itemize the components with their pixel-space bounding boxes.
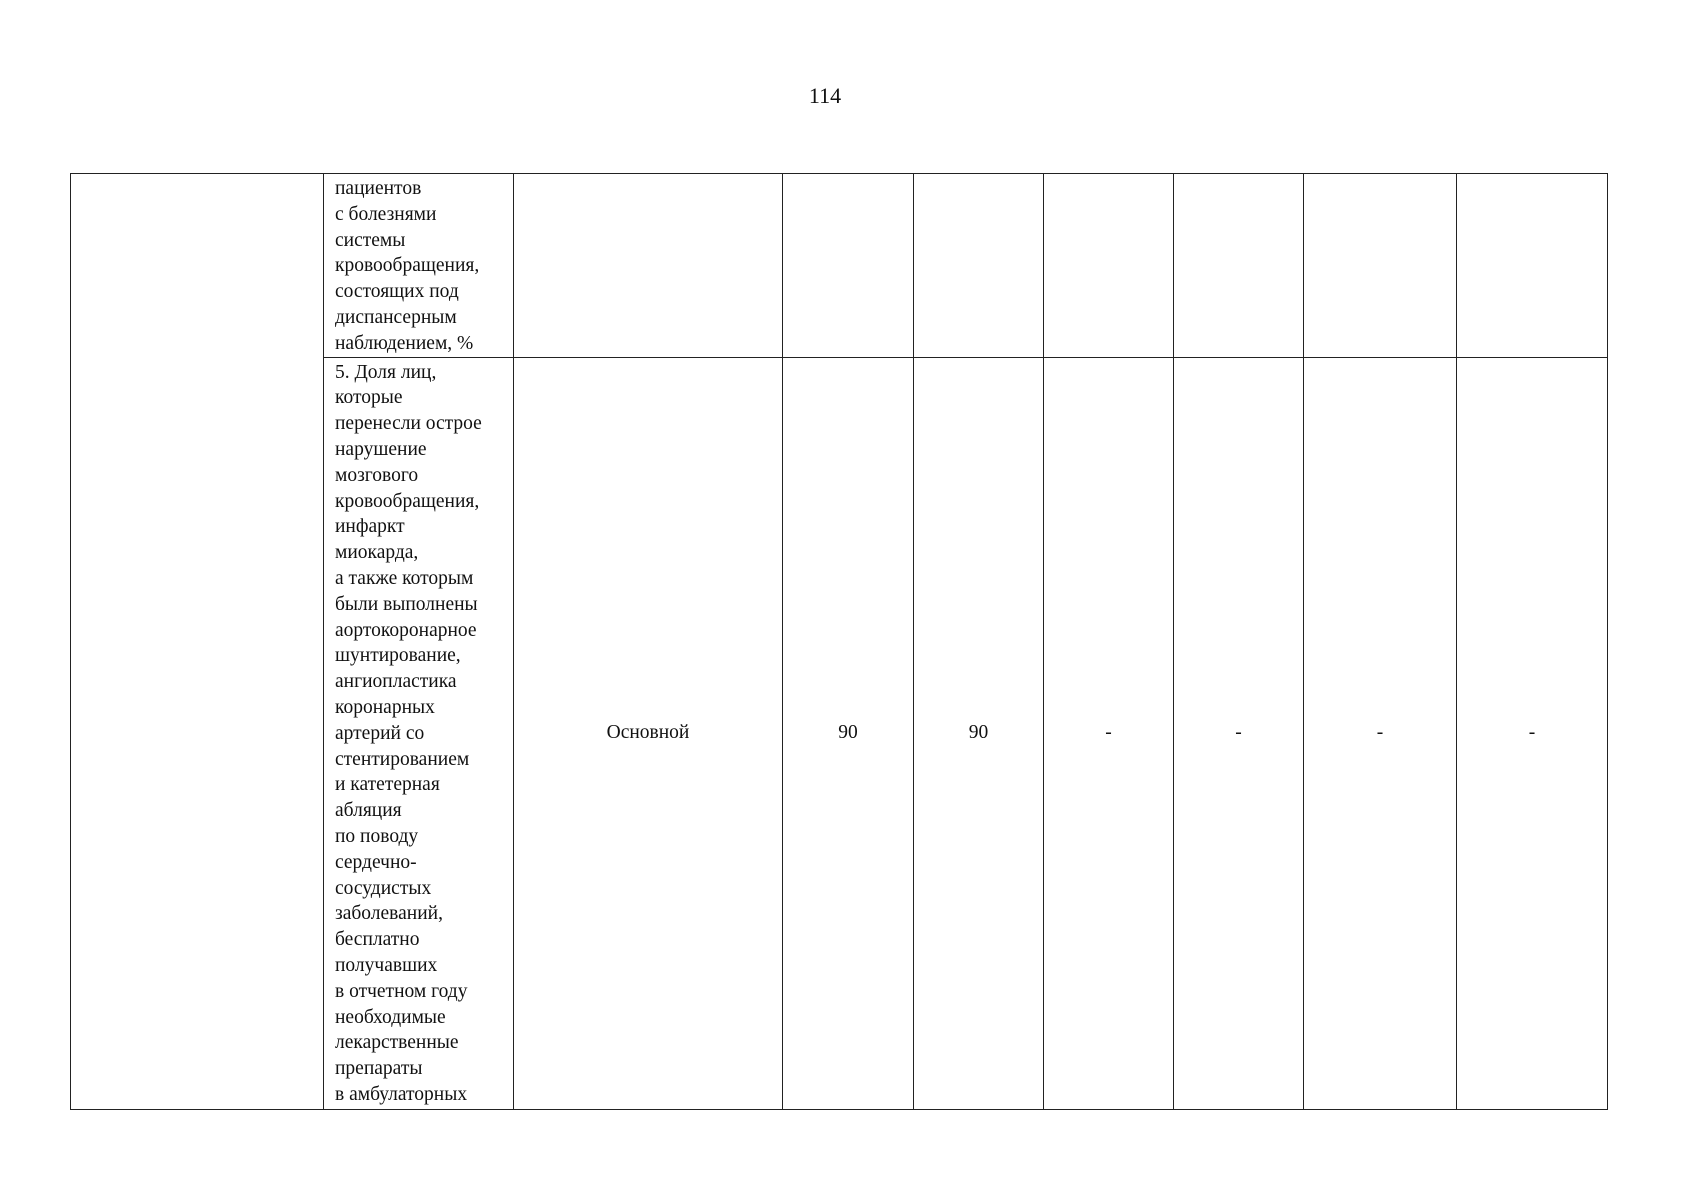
value-cell xyxy=(1044,174,1174,358)
empty-cell xyxy=(71,174,324,1110)
value-cell: - xyxy=(1304,357,1457,1109)
value-cell xyxy=(783,174,914,358)
value-cell xyxy=(1174,174,1304,358)
scenario-cell xyxy=(514,174,783,358)
value-cell: 90 xyxy=(914,357,1044,1109)
indicator-cell: пациентов с болезнями системы кровообращения, состоящих под диспансерным наблюдением, % xyxy=(324,174,514,358)
value-cell: - xyxy=(1174,357,1304,1109)
page-number: 114 xyxy=(808,83,842,108)
scenario-cell: Основной xyxy=(514,357,783,1109)
value-cell: 90 xyxy=(783,357,914,1109)
value-cell xyxy=(1304,174,1457,358)
indicator-cell: 5. Доля лиц, которые перенесли острое нарушение мозгового кровообращения, инфаркт миокарда, а также которым были выполнены аортокоронарное шунтирование, ангиопластика коронарных артерий со стентированием и катетерная абляция по поводу сердечно- сосудистых заболеваний, бесплатно получавших в отчетном году необходимые лекарственные препараты в амбулаторных xyxy=(324,357,514,1109)
value-cell: - xyxy=(1044,357,1174,1109)
value-cell: - xyxy=(1457,357,1608,1109)
value-cell xyxy=(1457,174,1608,358)
table-row xyxy=(71,174,1608,358)
value-cell xyxy=(914,174,1044,358)
indicators-table xyxy=(70,173,1608,1110)
